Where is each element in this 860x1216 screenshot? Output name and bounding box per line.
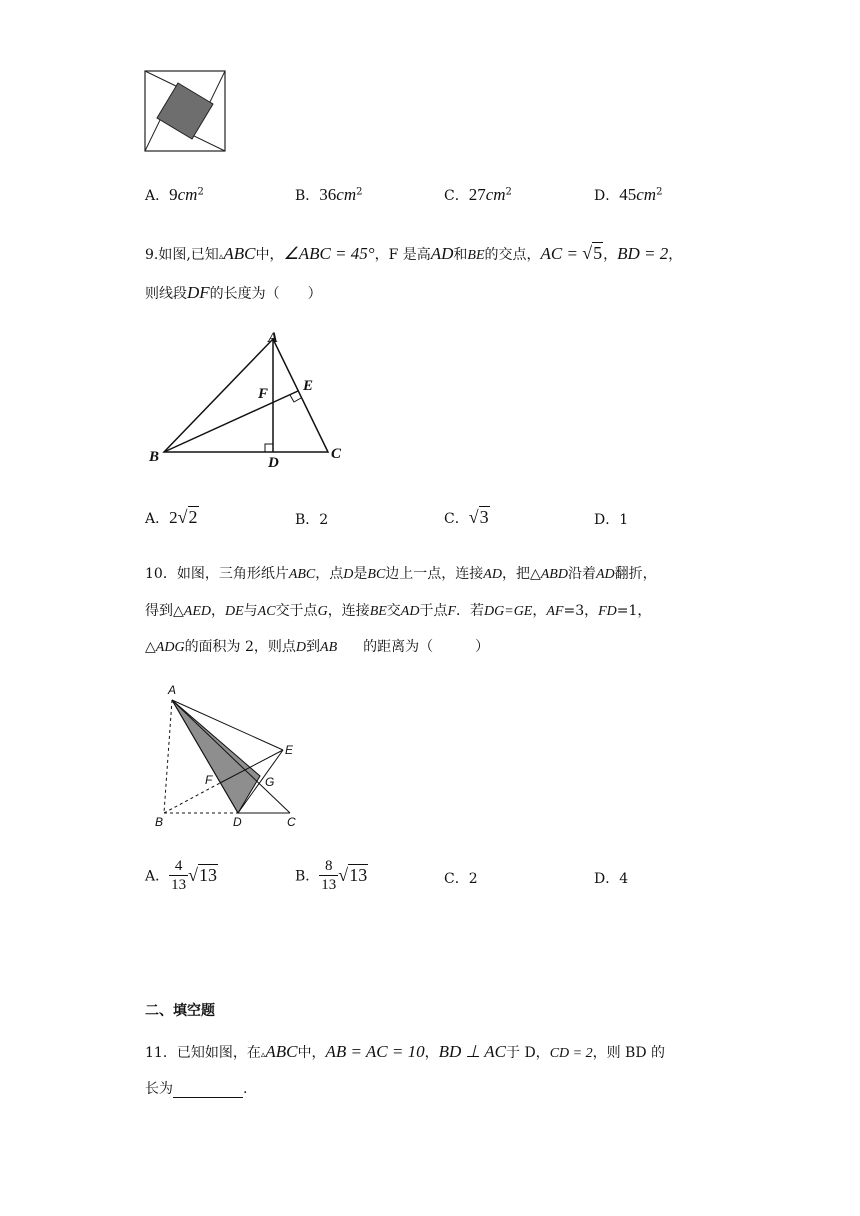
q10-label-a: A [168,683,177,697]
q8-option-b: B．$36cm^2$ [295,185,363,204]
q8-option-a: A．$9cm^2$ [145,185,204,204]
q9-line-1: 9.如图,已知▵ABC中，∠ABC = 45°，F 是高AD和BE的交点，AC = √5，BD = 2， [145,243,683,263]
q9-option-b: B．2 [295,512,329,528]
q9-option-c: C．√3 [444,507,489,527]
q8-figure [144,70,226,152]
q9-label-e: E [303,378,314,394]
q10-label-f: F [205,773,213,787]
q8-option-c: C．$27cm^2$ [444,185,512,204]
q10-option-a: A． $\frac{4}{13}$ √13 [145,858,218,893]
q11-answer-blank[interactable] [173,1084,243,1098]
q9-figure [140,325,360,475]
q10-option-c: C．2 [444,871,478,887]
q9-label-b: B [149,449,160,465]
q10-label-g: G [265,775,275,789]
q9-label-f: F [258,386,269,402]
q11-line-1: 11．已知如图，在▵ABC中，AB = AC = 10，BD ⊥ AC于 D，CD = 2，则 BD 的 [145,1042,666,1061]
q10-label-c: C [287,815,296,829]
q10-option-d: D．4 [594,871,629,887]
q10-label-b: B [155,815,164,829]
q10-line-2: 得到△AED，DE与AC交于点G，连接BE交AD于点F．若DG=GE，AF=3，FD=1， [145,603,652,619]
q11-line-2: 长为 . [145,1081,248,1097]
q9-option-d: D．1 [594,512,629,528]
q10-label-d: D [233,815,242,829]
q10-option-b: B． $\frac{8}{13}$ √13 [295,858,368,893]
q10-line-3: △ADG的面积为 2，则点D到AB 的距离为（ ） [145,639,490,655]
q9-label-a: A [268,330,279,346]
q9-label-d: D [268,455,279,471]
q10-line-1: 10．如图，三角形纸片ABC，点D是BC边上一点，连接AD，把△ABD沿着AD翻折， [145,566,657,582]
section-title-fill-blank: 二、填空题 [145,1003,215,1019]
q9-line-2: 则线段DF的长度为（ ） [145,283,322,302]
q8-option-d: D．$45cm^2$ [594,185,663,204]
q9-option-a: A．2√2 [145,507,198,527]
q10-label-e: E [285,743,294,757]
q9-label-c: C [331,446,342,462]
